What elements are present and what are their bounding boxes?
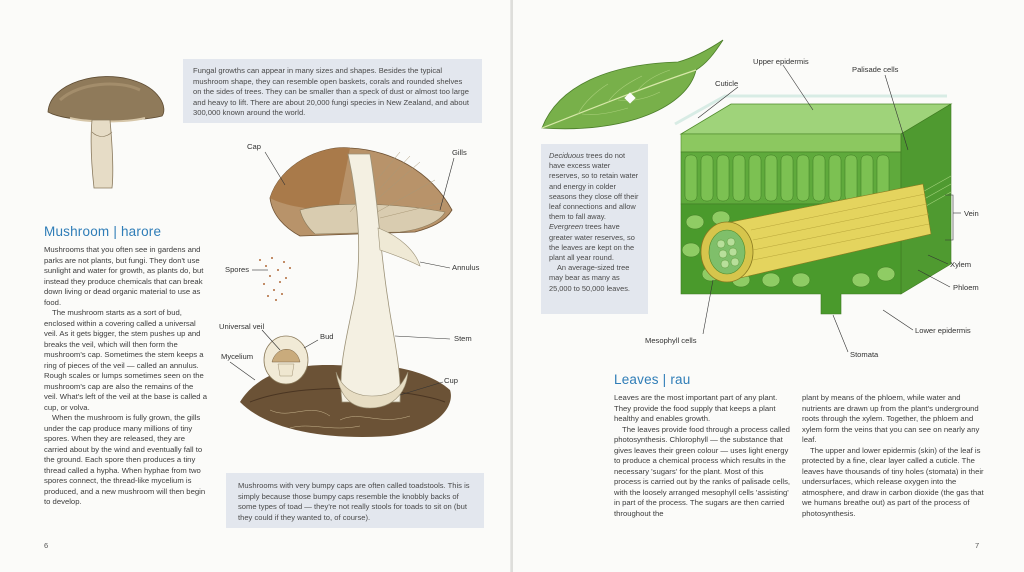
label-phloem: Phloem — [953, 283, 979, 292]
fungi-intro-box: Fungal growths can appear in many sizes and shapes. Besides the typical mushroom shape, they can resemble open baskets, corals and rounded shelves on the sides of trees. They can be smaller than a speck of dust or almost too large and heavy to lift. There are about 20,000 fungi species in New Zealand, and about 300,000 known around the world. — [183, 59, 482, 123]
page-number-left: 6 — [44, 541, 49, 550]
leaf-count-text: An average-sized tree may bear as many as 25,000 to 50,000 leaves. — [549, 263, 630, 293]
label-spores: Spores — [225, 265, 250, 274]
toadstool-box: Mushrooms with very bumpy caps are often called toadstools. This is simply because those bumpy caps resemble the knobbly backs of some types of toad — they're not really stools for toads to sit on (but they could if they wanted to, of course). — [226, 473, 484, 528]
mushroom-heading: Mushroom | harore — [44, 224, 162, 239]
leaves-paragraph: The upper and lower epidermis (skin) of the leaf is protected by a fine, clear layer called a cuticle. The leaves have thousands of tiny holes (stomata) in their undersurfaces, which release oxygen into the atmosphere, and draw in carbon dioxide (the gas that we humans breathe out) as part of the process of photosynthesis. — [802, 445, 984, 518]
page-number-right: 7 — [975, 541, 980, 550]
label-stomata: Stomata — [850, 350, 879, 359]
label-lower-epidermis: Lower epidermis — [915, 326, 971, 335]
mushroom-paragraph: Mushrooms that you often see in gardens and parks are not plants, but fungi. They don't use sunlight and water for growth, as plants do, but instead they produce chemicals that can break down living or dead organic material to use as food. — [44, 245, 204, 307]
leaves-paragraph: plant by means of the phloem, while water and nutrients are drawn up from the plant's underground roots through the xylem. Together, the phloem and xylem form the veins that you can see on nearly any leaf. — [802, 393, 980, 444]
label-cup: Cup — [444, 376, 458, 385]
label-stem: Stem — [454, 334, 472, 343]
mushroom-paragraph: When the mushroom is fully grown, the gills under the cap produce many millions of tiny spores. When they are released, they are carried about by the wind and eventually fall to the ground. Each spore then produces a tiny thread called a hypha. When hyphae from two spores connect, the thread-like mycelium is produced, and a new mushroom will then begin to develop. — [44, 413, 206, 506]
leaves-column-2 — [802, 393, 984, 519]
mushroom-paragraph: The mushroom starts as a sort of bud, enclosed within a covering called a universal veil. As it gets bigger, the stem pushes up and breaks the veil, which will then form the mushroom's cap. Sometimes the stem keeps a ring of pieces of the veil — called an annulus. Rough scales or lumps sometimes seen on the mushroom's cap are also the remains of the veil. What's left of the veil at the base is called a cup, or volva. — [44, 308, 207, 412]
right-page — [513, 0, 1024, 572]
deciduous-text: Deciduous trees do not have excess water reserves, so to retain water and energy in colder seasons they close off their leaf connections and allow them to fall away. — [549, 151, 639, 222]
label-universal-veil: Universal veil — [219, 322, 265, 331]
label-cap: Cap — [247, 142, 261, 151]
label-xylem: Xylem — [950, 260, 972, 269]
leaves-column-1 — [614, 393, 792, 519]
label-annulus: Annulus — [452, 263, 480, 272]
label-cuticle: Cuticle — [715, 79, 739, 88]
leaves-paragraph: The leaves provide food through a process called photosynthesis. Chlorophyll — the substance that gives leaves their green colour — uses light energy to produce a chemical process which results in the necessary 'sugars' for the plant. Most of this process is carried out by the ranks of palisade cells, with the loosely arranged mesophyll cells 'assisting' in part of the process. The sugars are then carried throughout the — [614, 424, 791, 518]
label-mesophyll-cells: Mesophyll cells — [645, 336, 697, 345]
label-upper-epidermis: Upper epidermis — [753, 57, 809, 66]
leaves-heading: Leaves | rau — [614, 372, 691, 387]
label-mycelium: Mycelium — [221, 352, 254, 361]
label-vein: Vein — [964, 209, 979, 218]
leaves-paragraph: Leaves are the most important part of any plant. They provide the food supply that keeps a plant healthy and enables growth. — [614, 393, 778, 423]
left-page — [0, 0, 511, 572]
label-bud: Bud — [320, 332, 334, 341]
label-gills: Gills — [452, 148, 467, 157]
evergreen-text: Evergreen trees have greater water reserves, so the leaves are kept on the plant all year round. — [549, 222, 635, 263]
label-palisade-cells: Palisade cells — [852, 65, 899, 74]
